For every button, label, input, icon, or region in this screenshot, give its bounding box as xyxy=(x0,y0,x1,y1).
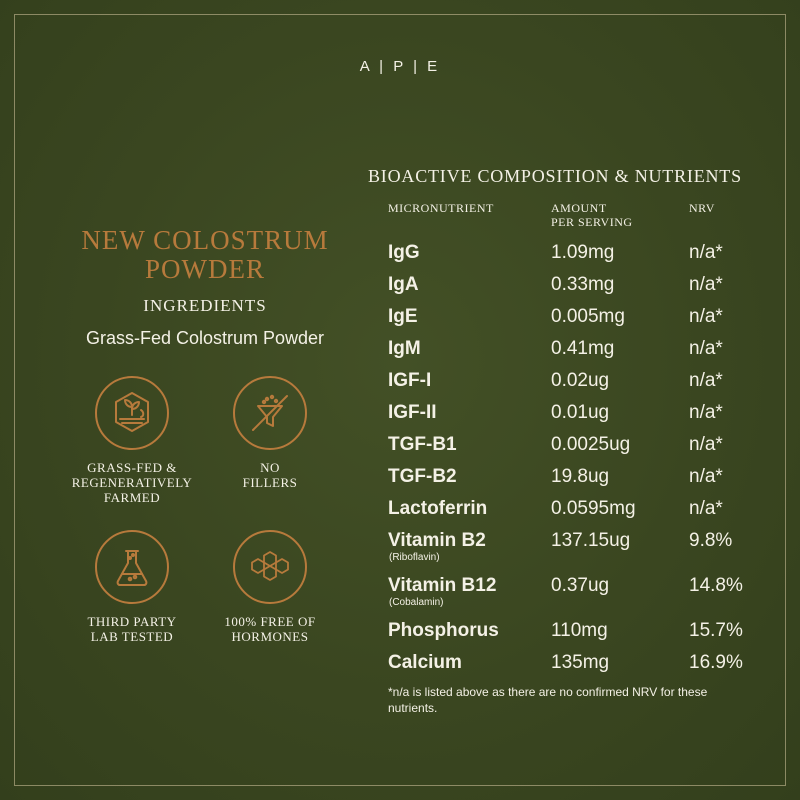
column-header-amount-line1: AMOUNT xyxy=(551,201,607,215)
badge-label-line: LAB TESTED xyxy=(90,629,174,644)
table-row xyxy=(388,466,778,496)
nutrient-amount: 0.01ug xyxy=(551,402,610,423)
hexagon-molecule-icon xyxy=(233,530,307,604)
nutrient-nrv: n/a* xyxy=(689,306,723,327)
nutrient-nrv: n/a* xyxy=(689,338,723,359)
table-row xyxy=(388,498,778,528)
nutrient-amount: 0.41mg xyxy=(551,338,615,359)
nutrient-name: IgE xyxy=(388,306,418,327)
badge-label-line: GRASS-FED & xyxy=(87,460,177,475)
nutrient-amount: 0.005mg xyxy=(551,306,625,327)
table-row xyxy=(388,402,778,432)
nutrient-name: Phosphorus xyxy=(388,620,499,641)
nutrient-amount: 0.0595mg xyxy=(551,498,636,519)
table-row xyxy=(388,370,778,400)
nutrient-name: TGF-B2 xyxy=(388,466,457,487)
badge-grass-fed xyxy=(52,376,212,505)
badge-label-line: THIRD PARTY xyxy=(87,614,177,629)
nutrient-nrv: n/a* xyxy=(689,498,723,519)
nutrient-amount: 0.33mg xyxy=(551,274,615,295)
nutrient-nrv: n/a* xyxy=(689,466,723,487)
nutrient-amount: 1.09mg xyxy=(551,242,615,263)
badge-lab-tested xyxy=(52,530,212,644)
badge-label-line: FARMED xyxy=(103,490,161,505)
nutrient-name: IgM xyxy=(388,338,421,359)
nutrient-nrv: n/a* xyxy=(689,434,723,455)
nutrient-name: IgA xyxy=(388,274,419,295)
product-title-line1: NEW COLOSTRUM xyxy=(81,225,329,255)
nutrient-nrv: n/a* xyxy=(689,402,723,423)
footnote: *n/a is listed above as there are no confirmed NRV for these nutrients. xyxy=(388,685,708,715)
nutrient-amount: 0.02ug xyxy=(551,370,610,391)
badge-no-fillers xyxy=(190,376,350,490)
nutrient-name: IgG xyxy=(388,242,420,263)
nutrient-amount: 110mg xyxy=(551,620,608,641)
table-row xyxy=(388,652,778,682)
nutrient-nrv: n/a* xyxy=(689,274,723,295)
product-title xyxy=(40,226,370,284)
nutrient-nrv: 16.9% xyxy=(689,652,743,673)
nutrient-name: IGF-I xyxy=(388,370,432,391)
table-row xyxy=(388,530,778,570)
nutrient-subname: (Cobalamin) xyxy=(389,597,444,608)
table-row xyxy=(388,620,778,650)
table-row xyxy=(388,575,778,615)
badge-hormone-free xyxy=(190,530,350,644)
table-title: BIOACTIVE COMPOSITION & NUTRIENTS xyxy=(368,166,742,186)
nutrient-amount: 137.15ug xyxy=(551,530,631,551)
no-filler-funnel-icon xyxy=(233,376,307,450)
badge-label-line: HORMONES xyxy=(231,629,309,644)
badge-label-line: FILLERS xyxy=(242,475,298,490)
column-header-amount xyxy=(551,201,633,229)
badge-label-line: NO xyxy=(260,460,280,475)
nutrient-subname: (Riboflavin) xyxy=(389,552,440,563)
nutrient-nrv: n/a* xyxy=(689,242,723,263)
nutrient-nrv: 15.7% xyxy=(689,620,743,641)
nutrient-name: Vitamin B12 xyxy=(388,575,497,596)
farm-sprout-icon xyxy=(95,376,169,450)
nutrient-amount: 135mg xyxy=(551,652,610,673)
table-row xyxy=(388,274,778,304)
table-row xyxy=(388,338,778,368)
nutrient-nrv: n/a* xyxy=(689,370,723,391)
nutrient-name: Vitamin B2 xyxy=(388,530,486,551)
nutrient-nrv: 14.8% xyxy=(689,575,743,596)
nutrient-name: IGF-II xyxy=(388,402,437,423)
nutrient-amount: 19.8ug xyxy=(551,466,610,487)
lab-flask-icon xyxy=(95,530,169,604)
badge-label-line: REGENERATIVELY xyxy=(71,475,193,490)
nutrient-nrv: 9.8% xyxy=(689,530,733,551)
badge-label-line: 100% FREE OF xyxy=(224,614,316,629)
ingredients-text: Grass-Fed Colostrum Powder xyxy=(85,328,325,348)
table-row xyxy=(388,306,778,336)
nutrient-amount: 0.37ug xyxy=(551,575,610,596)
column-header-nrv: NRV xyxy=(689,201,715,215)
column-header-amount-line2: PER SERVING xyxy=(551,215,633,229)
nutrient-name: Lactoferrin xyxy=(388,498,488,519)
column-header-micronutrient: MICRONUTRIENT xyxy=(388,201,494,215)
nutrient-amount: 0.0025ug xyxy=(551,434,631,455)
product-title-line2: POWDER xyxy=(145,254,265,284)
brand-logo: A | P | E xyxy=(359,58,441,75)
nutrient-name: TGF-B1 xyxy=(388,434,457,455)
nutrient-name: Calcium xyxy=(388,652,462,673)
table-row xyxy=(388,242,778,272)
table-row xyxy=(388,434,778,464)
ingredients-heading: INGREDIENTS xyxy=(143,296,267,315)
